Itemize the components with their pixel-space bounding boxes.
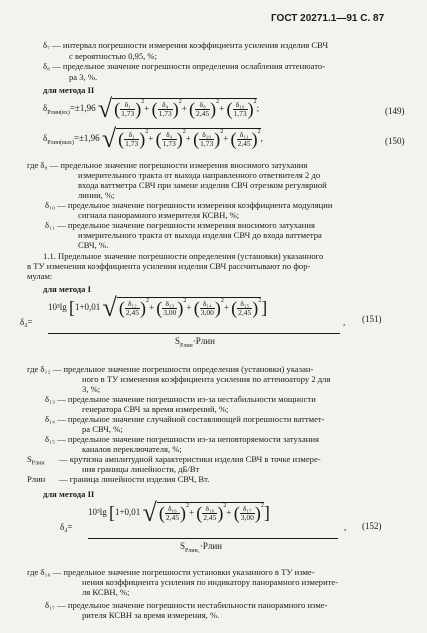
eq-den-tail: ·Pлин bbox=[199, 541, 223, 551]
equation-number: (151) bbox=[362, 314, 382, 324]
text-line: с вероятностью 0,95, %; bbox=[69, 51, 157, 61]
frac-num: δ₁₂ bbox=[125, 300, 140, 309]
text-line: — крутизна амплитудной характеристики изделия СВЧ в точке измере- bbox=[59, 454, 321, 464]
paragraph-line: мулам: bbox=[27, 271, 53, 281]
text-line: ра 3, %. bbox=[69, 72, 98, 82]
text-line: δ₁₄ — предельное значение случайной составляющей погрешности ваттмет- bbox=[45, 414, 325, 424]
text-line: δ₁₅ — предельное значение погрешности из-за неповторяемости затухания bbox=[45, 434, 319, 444]
frac-den: 1,73 bbox=[158, 109, 172, 118]
frac-num: δ₄ bbox=[158, 101, 173, 110]
section-heading: для метода II bbox=[43, 489, 95, 499]
frac-num: δ₁₆ bbox=[202, 505, 217, 514]
eq-lhs: δ₄= bbox=[20, 317, 33, 327]
frac-num: δ₁₄ bbox=[200, 300, 215, 309]
frac-den: 1,73 bbox=[121, 109, 135, 118]
eq-den-sub: Pлин bbox=[180, 342, 193, 349]
text-line: где δ₉ — предельное значение погрешности измерения вносимого затухания bbox=[27, 160, 308, 170]
sqrt-symbol: √ bbox=[101, 124, 117, 153]
eq-tail: , bbox=[343, 317, 346, 327]
eq-den-sub: Pлин₁ bbox=[185, 547, 200, 554]
text-line: 3, %; bbox=[82, 384, 101, 394]
text-line: ра СВЧ, %; bbox=[82, 424, 123, 434]
equation-150: $\delta_{Pлин(вых)}=\pm 1,96$ √ ( $\frac{\text{δ₁}}{1,73}$ )$^2$+ ( $\frac{\text{δ₄}}{1,73}$ )$^2$+ ( $\frac{\text{δ₁₀}}{1,73}$ )$^2$+ ( $\frac{\text{δ₁₁}}{2,45}$ )$^2$, bbox=[43, 124, 263, 153]
equation-number: (150) bbox=[385, 136, 405, 146]
eq-lhs: δ₄= bbox=[60, 522, 73, 532]
text-line: СВЧ, %. bbox=[78, 240, 109, 250]
eq-rhs: =±1,96 bbox=[69, 103, 96, 114]
frac-den: 3,00 bbox=[240, 513, 254, 522]
frac-den: 2,45 bbox=[125, 308, 139, 317]
text-line: ля КСВН, %; bbox=[82, 587, 130, 597]
frac-den: 2,45 bbox=[203, 513, 217, 522]
sqrt-symbol: √ bbox=[142, 498, 157, 527]
text-line: δ₁₀ — предельное значение погрешности измерения коэффициента модуляции bbox=[45, 200, 333, 210]
sqrt-symbol: √ bbox=[102, 293, 117, 322]
text-line: сигнала панорамного измерителя КСВН, %; bbox=[78, 210, 240, 220]
text-line: входа ваттметра СВЧ при замене изделия СВЧ отрезком регулярной bbox=[78, 180, 327, 190]
text-line: δ₁₃ — предельное значение погрешности из-за нестабильности мощности bbox=[45, 394, 316, 404]
paragraph-line: в ТУ изменения коэффициента усиления изделия СВЧ рассчитывают по фор- bbox=[27, 261, 311, 271]
frac-num: δ₄ bbox=[162, 131, 177, 140]
frac-den: 3,00 bbox=[163, 308, 177, 317]
section-heading: для метода II bbox=[43, 85, 95, 95]
eq-lhs: δ bbox=[43, 103, 48, 114]
s-lin-symbol: $S_{Pлин}$ bbox=[27, 454, 45, 467]
paragraph-line: 1.1. Предельное значение погрешности определения (установки) указанного bbox=[43, 251, 324, 261]
frac-num: δ₁₀ bbox=[233, 101, 248, 110]
text-line: ния границы линейности, дБ/Вт bbox=[82, 464, 200, 474]
frac-den: 2,45 bbox=[165, 513, 179, 522]
text-line: δ₈ — предельное значение погрешности определения ослабления аттенюато- bbox=[43, 61, 326, 71]
text-line: δ₇ — интервал погрешности измерения коэффициента усиления изделия СВЧ bbox=[43, 40, 329, 50]
text-line: каналов переключателя, %; bbox=[82, 444, 182, 454]
frac-num: δ₁ bbox=[124, 131, 139, 140]
text-line: δ₁₇ — предельное значение погрешности нестабильности панорамного изме- bbox=[45, 600, 328, 610]
eq-lhs: δ bbox=[43, 133, 48, 144]
eq-lhs-sub: Pлин(вх) bbox=[47, 109, 70, 116]
text-line: линии, %; bbox=[78, 190, 115, 200]
fraction-bar bbox=[88, 538, 338, 539]
equation-number: (149) bbox=[385, 106, 405, 116]
frac-den: 1,73 bbox=[200, 139, 214, 148]
eq-den-tail: ·Pлин bbox=[192, 336, 215, 346]
text-line: — граница линейности изделия СВЧ, Вт. bbox=[59, 474, 210, 484]
page-header: ГОСТ 20271.1—91 С. 87 bbox=[271, 13, 385, 24]
eq-rhs: =±1,96 bbox=[73, 133, 100, 144]
frac-den: 1,73 bbox=[125, 139, 139, 148]
frac-num: δ₁₀ bbox=[199, 131, 214, 140]
section-heading: для метода I bbox=[43, 284, 91, 294]
text-line: δ₁₁ — предельное значение погрешности измерения вносимого затухания bbox=[45, 220, 315, 230]
text-line: где δ₁₂ — предельное значение погрешности определения (установки) указан- bbox=[27, 364, 314, 374]
frac-den: 1,73 bbox=[162, 139, 176, 148]
eq-lead: 10³lg bbox=[88, 507, 107, 518]
eq-tail: , bbox=[260, 133, 263, 144]
equation-number: (152) bbox=[362, 521, 382, 531]
frac-num: δ₁ bbox=[120, 101, 135, 110]
eq-inner: 1+0,01 bbox=[74, 302, 101, 313]
eq-den: S bbox=[180, 541, 186, 551]
text-line: нения коэффициента усиления по индикатору панорамного измерите- bbox=[82, 577, 339, 587]
frac-den: 1,73 bbox=[233, 109, 247, 118]
text-line: ного в ТУ изменения коэффициента усиления по аттенюатору 2 для bbox=[82, 374, 331, 384]
eq-den: S bbox=[175, 336, 181, 346]
frac-den: 2,45 bbox=[196, 109, 210, 118]
text-line: где δ₁₆ — предельное значение погрешности установки указанного в ТУ изме- bbox=[27, 567, 315, 577]
text-line: измерительного тракта от выхода направленного ответвителя 2 до bbox=[78, 170, 321, 180]
frac-num: δ₁₅ bbox=[237, 300, 252, 309]
eq-lhs-sub: Pлин(вых) bbox=[47, 139, 74, 146]
equation-149: $\delta_{Pлин(вх)}=\pm 1,96$ √ ( $\frac{\text{δ₁}}{1,73}$ )$^2$+ ( $\frac{\text{δ₄}}{1,73}$ )$^2$+ ( $\frac{\text{δ₉}}{2,45}$ )$^2$+ ( $\frac{\text{δ₁₀}}{1,73}$ )$^2$; bbox=[43, 94, 260, 123]
text-line: генератора СВЧ за время измерений, %; bbox=[82, 404, 229, 414]
frac-den: 2,45 bbox=[237, 139, 251, 148]
frac-num: δ₁₆ bbox=[165, 505, 180, 514]
frac-num: δ₉ bbox=[195, 101, 210, 110]
frac-num: δ₁₃ bbox=[162, 300, 177, 309]
eq-inner: 1+0,01 bbox=[114, 507, 141, 518]
eq-tail: ; bbox=[256, 103, 260, 114]
frac-den: 2,45 bbox=[238, 308, 252, 317]
eq-lead: 10³lg bbox=[48, 302, 67, 313]
text-line: рителя КСВН за время измерения, %. bbox=[82, 610, 220, 620]
text-line: измерительного тракта от выхода изделия СВЧ до входа ваттметра bbox=[78, 230, 322, 240]
eq-tail: , bbox=[344, 522, 347, 532]
frac-num: δ₁₁ bbox=[237, 131, 252, 140]
sqrt-symbol: √ bbox=[97, 94, 113, 123]
p-lin-symbol: Pлин bbox=[27, 474, 46, 484]
fraction-bar bbox=[48, 333, 340, 334]
frac-den: 3,00 bbox=[200, 308, 214, 317]
frac-num: δ₁₇ bbox=[240, 505, 255, 514]
